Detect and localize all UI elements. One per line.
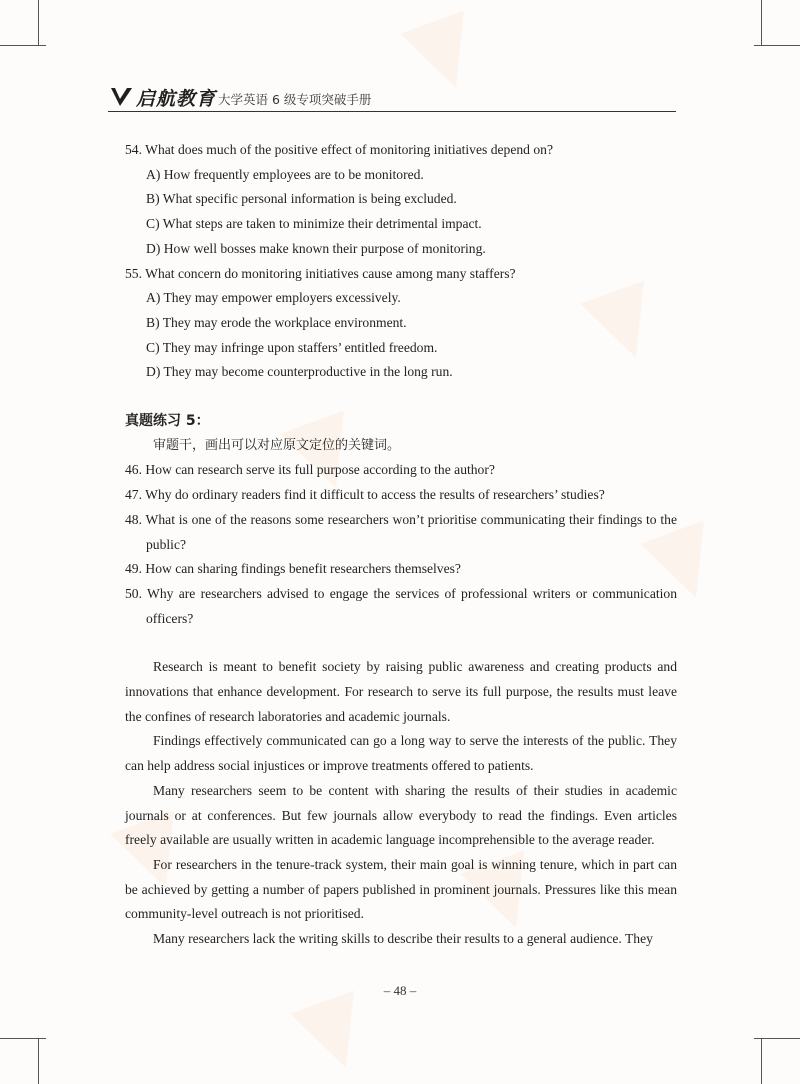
- page-header: [108, 82, 676, 112]
- option-55-d: D) They may become counterproductive in the long run.: [146, 364, 453, 380]
- book-title: 大学英语 6 级专项突破手册: [218, 92, 372, 107]
- section-instruction: 审题干，画出可以对应原文定位的关键词。: [153, 437, 401, 453]
- passage-paragraph-3: Many researchers seem to be content with sharing the results of their studies in academic journals or at conferences. But few journals allow everybody to read the findings. Even articles freely available are usually written in academic language incomprehensible to the average reader.: [125, 782, 677, 848]
- passage-paragraph-5: Many researchers lack the writing skills to describe their results to a general audience. They: [153, 931, 653, 947]
- question-54: 54. What does much of the positive effect of monitoring initiatives depend on?: [125, 142, 553, 157]
- option-54-b: B) What specific personal information is being excluded.: [146, 191, 457, 207]
- option-54-d: D) How well bosses make known their purpose of monitoring.: [146, 240, 486, 256]
- crop-mark-top-right-h: [754, 45, 800, 46]
- crop-mark-bottom-right-h: [754, 1038, 800, 1039]
- crop-mark-top-left-h: [0, 45, 46, 46]
- passage-paragraph-4: For researchers in the tenure-track system, their main goal is winning tenure, which in part can be achieved by getting a number of papers published in prominent journals. Pressures like this mean community-level outreach is not prioritised.: [125, 856, 677, 922]
- option-55-a: A) They may empower employers excessively.: [146, 290, 401, 306]
- logo-chevron-icon: [108, 84, 134, 110]
- passage-paragraph-2: Findings effectively communicated can go a long way to serve the interests of the public. They can help address social injustices or improve treatments offered to patients.: [125, 733, 677, 774]
- reading-passage: [125, 655, 677, 951]
- crop-mark-bottom-left-v: [38, 1038, 39, 1084]
- question-47: 47. Why do ordinary readers find it difficult to access the results of researchers’ studies?: [125, 487, 605, 503]
- option-54-c: C) What steps are taken to minimize their detrimental impact.: [146, 216, 482, 232]
- crop-mark-top-right-v: [761, 0, 762, 46]
- page-content: [125, 138, 677, 952]
- question-50: 50. Why are researchers advised to engage the services of professional writers or communication officers?: [125, 585, 677, 626]
- question-46: 46. How can research serve its full purpose according to the author?: [125, 462, 495, 478]
- question-55: 55. What concern do monitoring initiatives cause among many staffers?: [125, 265, 516, 281]
- brand-name: 启航教育: [136, 87, 217, 110]
- watermark-chevron: [290, 990, 378, 1079]
- option-54-a: A) How frequently employees are to be monitored.: [146, 166, 424, 182]
- page-number: – 48 –: [383, 983, 417, 998]
- crop-mark-bottom-left-h: [0, 1038, 46, 1039]
- crop-mark-top-left-v: [38, 0, 39, 46]
- option-55-b: B) They may erode the workplace environment.: [146, 314, 407, 330]
- section-title: 真题练习 5：: [125, 413, 210, 430]
- passage-paragraph-1: Research is meant to benefit society by raising public awareness and creating products and innovations that enhance development. For research to serve its full purpose, the results must leave the confines of research laboratories and academic journals.: [125, 659, 677, 724]
- header-rule: [108, 111, 676, 112]
- brand-logo: [108, 84, 216, 110]
- crop-mark-bottom-right-v: [761, 1038, 762, 1084]
- option-55-c: C) They may infringe upon staffers’ entitled freedom.: [146, 339, 438, 355]
- question-49: 49. How can sharing findings benefit researchers themselves?: [125, 561, 461, 577]
- question-48: 48. What is one of the reasons some researchers won’t prioritise communicating their findings to the public?: [125, 511, 677, 552]
